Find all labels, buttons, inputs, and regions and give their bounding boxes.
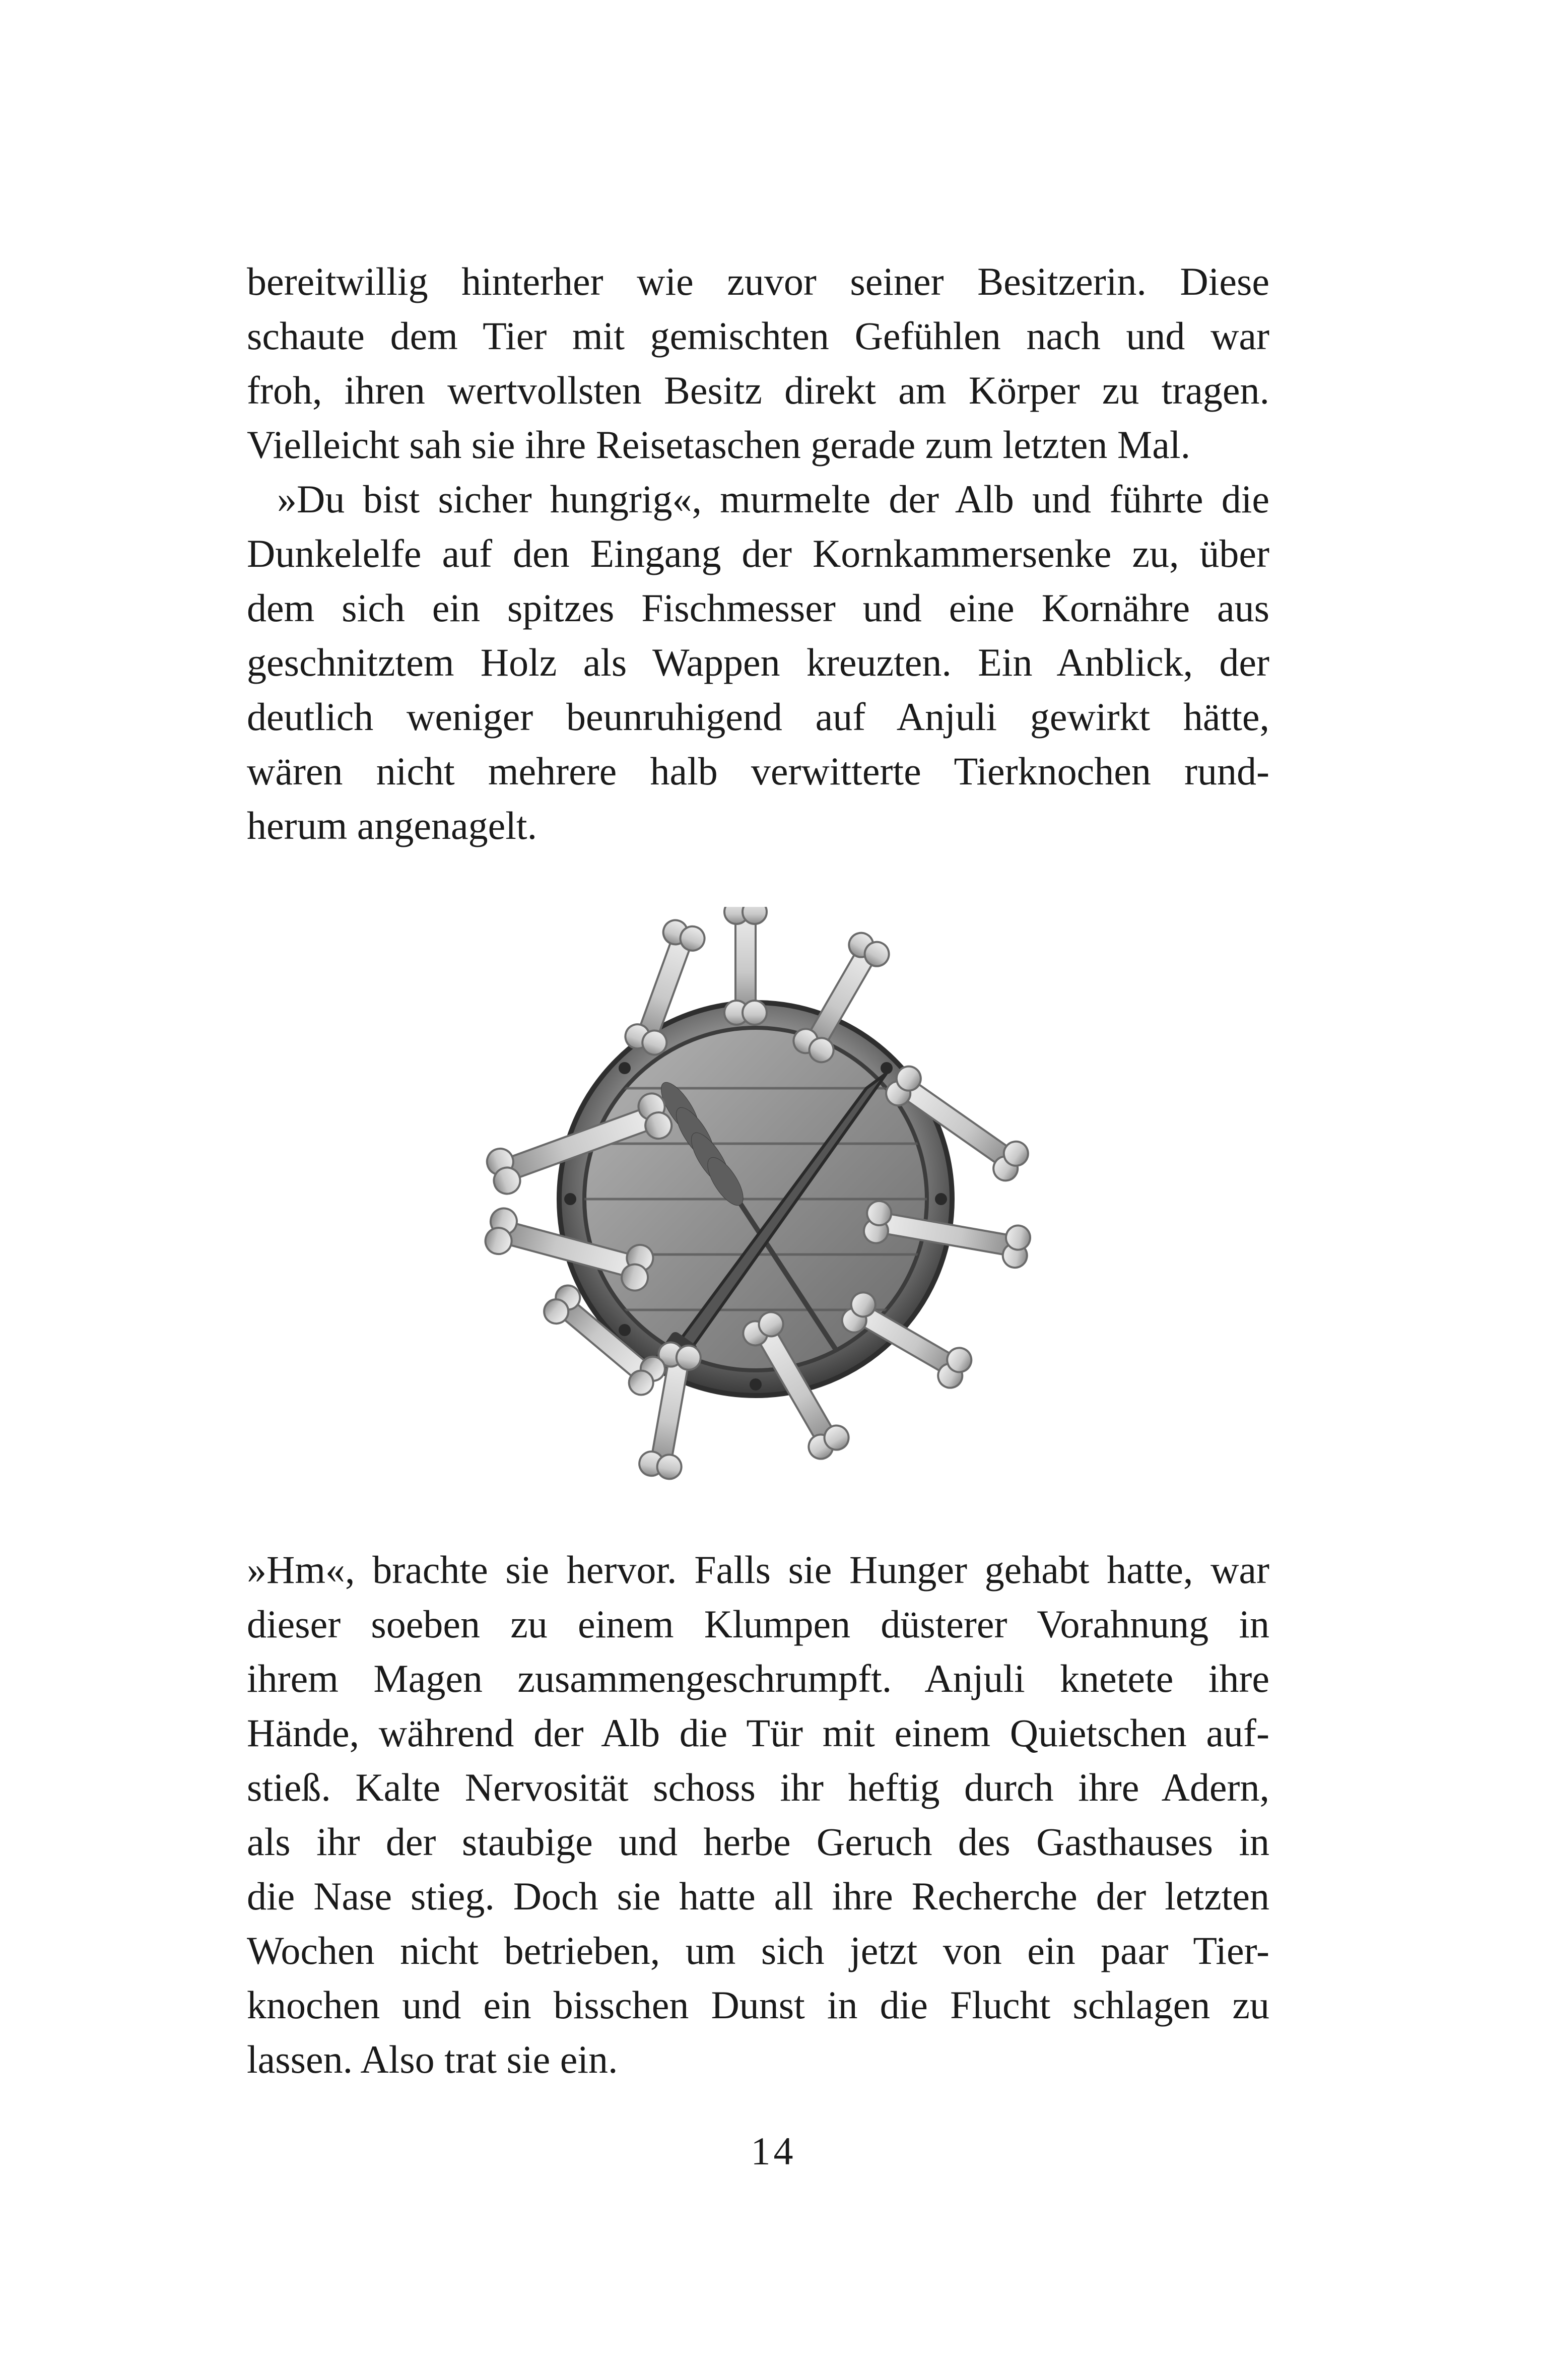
text-line: lassen. Also trat sie ein. [247, 2037, 618, 2081]
text-line: herum angenagelt. [247, 804, 537, 847]
page-number: 14 [751, 2129, 796, 2173]
text-line: bereitwillig hinterher wie zuvor seiner Besitzerin. Diese [247, 259, 1269, 303]
shield-with-bones-emblem-icon [453, 907, 1058, 1491]
text-line: dem sich ein spitzes Fischmesser und eine Kornähre aus [247, 586, 1269, 630]
text-line: schaute dem Tier mit gemischten Gefühlen nach und war [247, 314, 1269, 358]
text-line: froh, ihren wertvollsten Besitz direkt am Körper zu tragen. [247, 368, 1269, 412]
text-line: stieß. Kalte Nervosität schoss ihr heftig durch ihre Adern, [247, 1765, 1269, 1809]
text-line: Hände, während der Alb die Tür mit einem Quietschen auf- [247, 1711, 1269, 1755]
text-line: Wochen nicht betrieben, um sich jetzt von ein paar Tier- [247, 1929, 1269, 1972]
bottom-text-block [247, 1543, 1269, 2087]
text-line: »Du bist sicher hungrig«, murmelte der Alb und führte die [277, 477, 1269, 521]
text-line: die Nase stieg. Doch sie hatte all ihre Recherche der letzten [247, 1874, 1269, 1918]
text-line: deutlich weniger beunruhigend auf Anjuli gewirkt hätte, [247, 695, 1269, 739]
paragraph-2 [247, 472, 1269, 853]
text-line: knochen und ein bisschen Dunst in die Flucht schlagen zu [247, 1983, 1269, 2027]
top-text-block [247, 254, 1269, 853]
paragraph-3 [247, 1543, 1269, 2087]
text-line: Dunkelelfe auf den Eingang der Kornkammersenke zu, über [247, 532, 1269, 575]
text-line: »Hm«, brachte sie hervor. Falls sie Hunger gehabt hatte, war [247, 1548, 1269, 1592]
text-line: dieser soeben zu einem Klumpen düsterer Vorahnung in [247, 1602, 1269, 1646]
text-line: geschnitztem Holz als Wappen kreuzten. Ein Anblick, der [247, 640, 1269, 684]
paragraph-1 [247, 254, 1269, 472]
text-line: wären nicht mehrere halb verwitterte Tierknochen rund- [247, 749, 1269, 793]
text-line: als ihr der staubige und herbe Geruch des Gasthauses in [247, 1820, 1269, 1864]
text-line: ihrem Magen zusammengeschrumpft. Anjuli knetete ihre [247, 1657, 1269, 1700]
text-line: Vielleicht sah sie ihre Reisetaschen gerade zum letzten Mal. [247, 423, 1191, 467]
